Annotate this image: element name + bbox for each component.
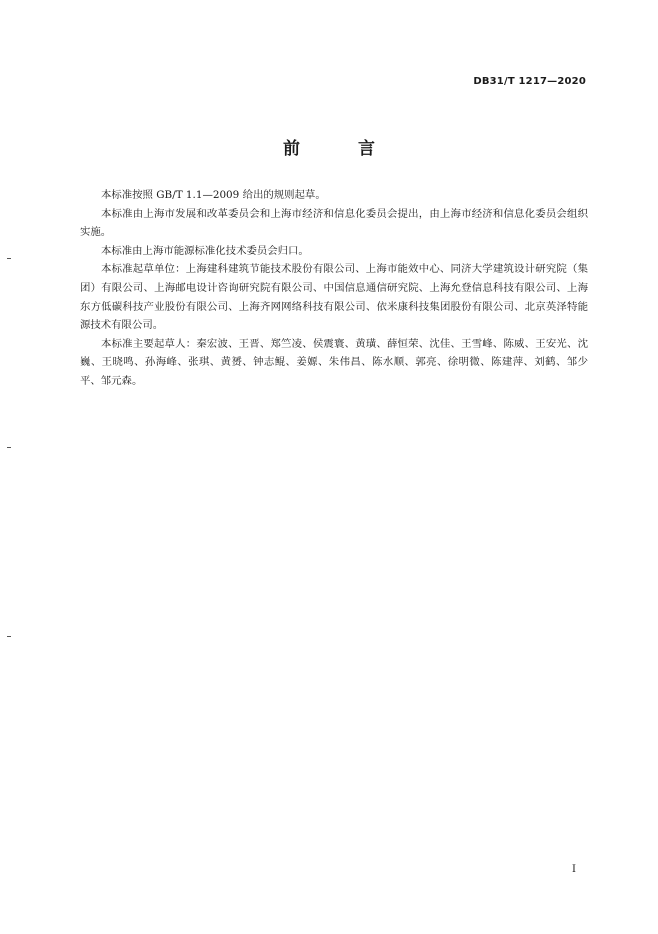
paragraph: 本标准起草单位：上海建科建筑节能技术股份有限公司、上海市能效中心、同济大学建筑设计研究院（集团）有限公司、上海邮电设计咨询研究院有限公司、中国信息通信研究院、上海允登信息科技有限公司、上海东方低碳科技产业股份有限公司、上海齐网网络科技有限公司、依米康科技集团股份有限公司、北京英泽特能源技术有限公司。: [80, 263, 588, 332]
margin-tick: [7, 447, 11, 448]
standard-code: DB31/T 1217—2020: [473, 76, 586, 87]
paragraph: 本标准由上海市能源标准化技术委员会归口。: [101, 244, 309, 257]
foreword-body: [80, 186, 588, 391]
margin-tick: [7, 636, 11, 637]
paragraph: 本标准由上海市发展和改革委员会和上海市经济和信息化委员会提出，由上海市经济和信息化委员会组织实施。: [80, 207, 588, 239]
paragraph: 本标准主要起草人：秦宏波、王晋、郑竺凌、侯震寰、黄璜、薛恒荣、沈佳、王雪峰、陈威、王安光、沈巍、王晓鸣、孙海峰、张琪、黄赟、钟志鲲、姜嫄、朱伟昌、陈水顺、郭亮、徐明微、陈建萍、刘鹤、邹少平、邹元森。: [80, 337, 588, 387]
margin-tick: [7, 258, 11, 259]
page-title: 前 言: [283, 139, 401, 159]
page-number: I: [572, 864, 576, 875]
paragraph: 本标准按照 GB/T 1.1—2009 给出的规则起草。: [101, 189, 326, 201]
